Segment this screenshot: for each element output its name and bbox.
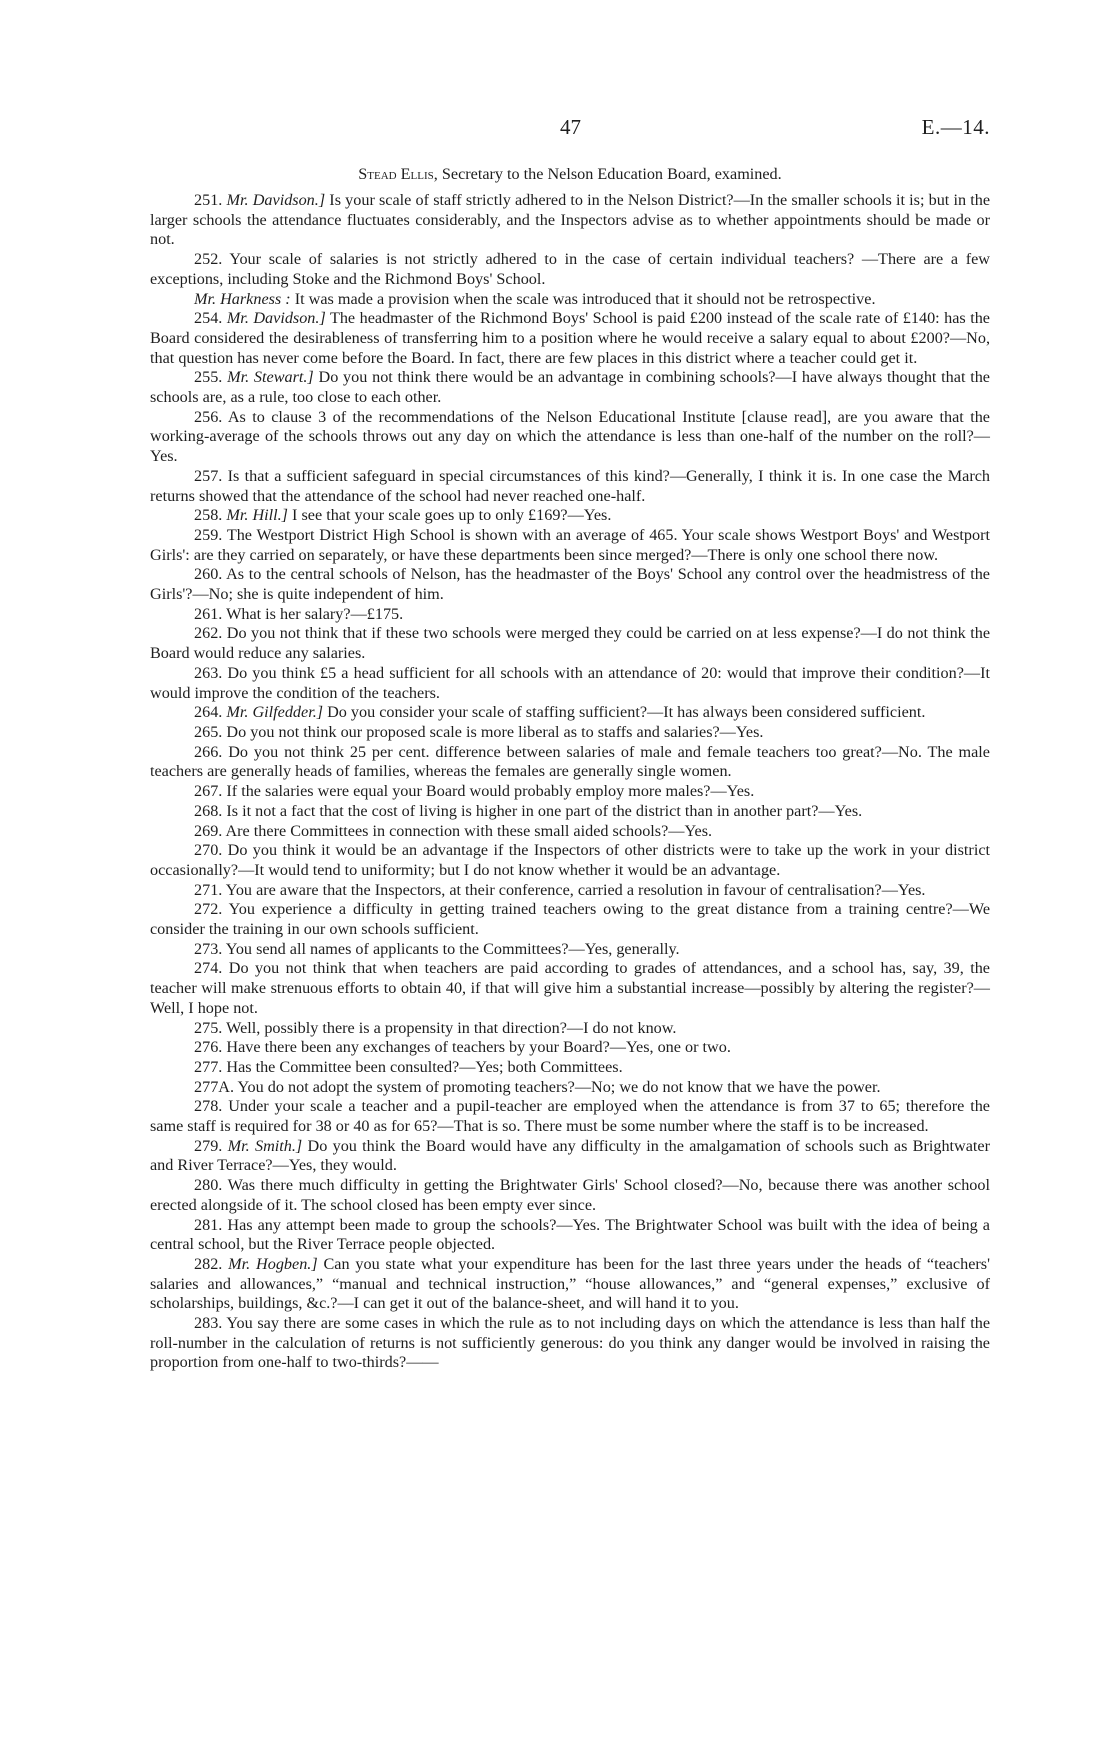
testimony-paragraph (150, 822, 990, 842)
paragraph-text: You send all names of applicants to the Committees?—Yes, generally. (222, 939, 680, 958)
paragraph-text: Is your scale of staff strictly adhered to in the Nelson District?—In the smaller schools it is; but in the larger schools the attendance fluctuates considerably, and the Inspectors advise as to whether appointments should be made or not. (150, 191, 991, 249)
paragraph-text: Do you not think that if these two schools were merged they could be carried on at less expense?—I do not think the Board would reduce any salaries. (150, 624, 990, 663)
question-number: 272. (194, 900, 223, 919)
question-number: 270. (194, 841, 223, 860)
testimony-paragraph (150, 1058, 990, 1078)
question-number: 276. (194, 1038, 223, 1057)
testimony-paragraph (150, 743, 990, 782)
testimony-paragraph (150, 1216, 990, 1255)
testimony-paragraph (150, 900, 990, 939)
paragraph-text: Do you not think 25 per cent. difference between salaries of male and female teachers too great?—No. The male teachers are generally heads of families, whereas the females are generally single women. (150, 742, 990, 781)
testimony-paragraph (150, 1255, 990, 1314)
paragraph-text: If the salaries were equal your Board would probably employ more males?—Yes. (222, 782, 755, 801)
question-number: 266. (194, 742, 223, 761)
paragraph-text: Do you not think that when teachers are paid according to grades of attendances, and a school has, say, 39, the teacher will make strenuous efforts to obtain 40, if that will give him a substantial increase—possibly by altering the register?—Well, I hope not. (150, 959, 990, 1017)
question-number: 258. (194, 506, 223, 525)
speaker-name: Mr. Harkness : (194, 289, 291, 308)
testimony-paragraph (150, 1176, 990, 1215)
question-number: 264. (194, 703, 223, 722)
paragraph-text: Do you consider your scale of staffing sufficient?—It has always been considered sufficient. (323, 703, 926, 722)
question-number: 261. (194, 604, 223, 623)
testimony-paragraph (150, 408, 990, 467)
testimony-paragraph (150, 1019, 990, 1039)
question-number: 273. (194, 939, 223, 958)
question-number: 280. (194, 1176, 223, 1195)
question-number: 252. (194, 250, 223, 269)
speaker-name: Mr. Gilfedder.] (226, 703, 324, 722)
testimony-paragraph (150, 782, 990, 802)
paragraph-text: Do you think £5 a head sufficient for all schools with an attendance of 20: would that improve their condition?—It would improve the condition of the teachers. (150, 663, 990, 702)
question-number: 254. (194, 309, 223, 328)
paragraph-text: As to the central schools of Nelson, has the headmaster of the Boys' School any control over the headmistress of the Girls'?—No; she is quite independent of him. (150, 565, 990, 604)
testimony-paragraph (150, 1078, 990, 1098)
testimony-paragraph (150, 802, 990, 822)
paragraph-text: It was made a provision when the scale was introduced that it should not be retrospective. (290, 289, 876, 308)
question-number: 263. (194, 663, 223, 682)
testimony-paragraph (150, 703, 990, 723)
paragraph-text: You do not adopt the system of promoting teachers?—No; we do not know that we have the power. (234, 1077, 881, 1096)
testimony-paragraph (150, 506, 990, 526)
question-number: 260. (194, 565, 223, 584)
paragraph-text: You are aware that the Inspectors, at their conference, carried a resolution in favour of centralisation?—Yes. (222, 880, 926, 899)
paragraph-text: Can you state what your expenditure has been for the last three years under the heads of “teachers' salaries and allowances,” “manual and technical instruction,” “house allowances,” and “general expenses,” exclusive of scholarships, buildings, &c.?—I can get it out of the balance-sheet, and will hand it to you. (150, 1254, 991, 1313)
paragraph-text: Have there been any exchanges of teachers by your Board?—Yes, one or two. (222, 1038, 731, 1057)
question-number: 265. (194, 722, 223, 741)
testimony-paragraph (150, 368, 990, 407)
paragraph-text: You say there are some cases in which the rule as to not including days on which the attendance is less than half the roll-number in the calculation of returns is not sufficiently generous: do you think any danger would be involved in raising the proportion from one-half to two-thirds?—— (150, 1314, 990, 1372)
paragraph-text: Do you not think there would be an advantage in combining schools?—I have always thought that the schools are, as a rule, too close to each other. (150, 368, 990, 407)
paragraph-text: Do you think the Board would have any difficulty in the amalgamation of schools such as Brightwater and River Terrace?—Yes, they would. (150, 1136, 990, 1175)
speaker-name: Mr. Hogben.] (228, 1254, 318, 1273)
testimony-paragraph (150, 290, 990, 310)
paragraph-text: The Westport District High School is shown with an average of 465. Your scale shows Westport Boys' and Westport Girls': are they carried on separately, or have these departments been since merged?—There is only one school there now. (150, 525, 990, 564)
testimony-paragraph (150, 250, 990, 289)
question-number: 257. (194, 466, 223, 485)
paragraph-text: Under your scale a teacher and a pupil-teacher are employed when the attendance is from 37 to 65; therefore the same staff is required for 38 or 40 as for 65?—That is so. There must be some number where the staff is to be increased. (150, 1097, 990, 1136)
paragraph-text: Is it not a fact that the cost of living is higher in one part of the district than in another part?—Yes. (222, 801, 863, 820)
paragraph-text: What is her salary?—£175. (222, 604, 404, 623)
testimony-paragraph (150, 526, 990, 565)
page-number: 47 (560, 115, 581, 139)
testimony-paragraph (150, 1314, 990, 1373)
question-number: 251. (194, 191, 223, 209)
testimony-paragraph (150, 605, 990, 625)
page-header (150, 115, 990, 145)
question-number: 283. (194, 1314, 223, 1333)
testimony-body (150, 191, 990, 1373)
paragraph-text: Well, possibly there is a propensity in that direction?—I do not know. (222, 1018, 677, 1037)
testimony-paragraph (150, 664, 990, 703)
question-number: 277. (194, 1057, 223, 1076)
witness-heading (150, 165, 990, 184)
witness-role: , Secretary to the Nelson Education Board, examined. (433, 165, 782, 183)
testimony-paragraph (150, 565, 990, 604)
speaker-name: Mr. Davidson.] (226, 191, 326, 209)
paragraph-text: I see that your scale goes up to only £169?—Yes. (288, 506, 612, 525)
witness-name: Stead Ellis (358, 165, 434, 183)
question-number: 281. (194, 1215, 223, 1234)
paragraph-text: Was there much difficulty in getting the Brightwater Girls' School closed?—No, because there was another school erected alongside of it. The school closed has been empty ever since. (150, 1176, 990, 1214)
paragraph-text: Do you think it would be an advantage if the Inspectors of other districts were to take up the work in your district occasionally?—It would tend to uniformity; but I do not know whether it would be an advantage. (150, 841, 990, 879)
question-number: 259. (194, 525, 223, 544)
speaker-name: Mr. Davidson.] (226, 309, 326, 328)
paragraph-text: You experience a difficulty in getting trained teachers owing to the great distance from a training centre?—We consider the training in our own schools sufficient. (150, 900, 990, 939)
testimony-paragraph (150, 723, 990, 743)
testimony-paragraph (150, 841, 990, 880)
question-number: 256. (194, 407, 223, 426)
speaker-name: Mr. Stewart.] (227, 368, 314, 387)
testimony-paragraph (150, 940, 990, 960)
question-number: 267. (194, 782, 223, 801)
testimony-paragraph (150, 959, 990, 1018)
question-number: 271. (194, 880, 223, 899)
paragraph-text: Do you not think our proposed scale is more liberal as to staffs and salaries?—Yes. (222, 722, 764, 741)
paragraph-text: Your scale of salaries is not strictly adhered to in the case of certain individual teachers? —There are a few exceptions, including Stoke and the Richmond Boys' School. (150, 250, 990, 288)
speaker-name: Mr. Smith.] (227, 1136, 303, 1155)
testimony-paragraph (150, 191, 990, 250)
paper-reference: E.—14. (921, 115, 990, 139)
question-number: 277A. (194, 1077, 235, 1096)
question-number: 268. (194, 801, 223, 820)
question-number: 278. (194, 1097, 223, 1116)
testimony-paragraph (150, 467, 990, 506)
question-number: 274. (194, 959, 223, 978)
testimony-paragraph (150, 1137, 990, 1176)
paragraph-text: Has any attempt been made to group the schools?—Yes. The Brightwater School was built with the idea of being a central school, but the River Terrace people objected. (150, 1215, 990, 1254)
question-number: 282. (194, 1254, 223, 1273)
testimony-paragraph (150, 624, 990, 663)
testimony-paragraph (150, 309, 990, 368)
question-number: 275. (194, 1018, 223, 1037)
testimony-paragraph (150, 1097, 990, 1136)
question-number: 279. (194, 1136, 223, 1155)
paragraph-text: As to clause 3 of the recommendations of the Nelson Educational Institute [clause read], are you aware that the working-average of the schools throws out any day on which the attendance is less than one-half of the number on the roll?—Yes. (150, 407, 990, 466)
question-number: 262. (194, 624, 223, 643)
paragraph-text: Is that a sufficient safeguard in special circumstances of this kind?—Generally, I think it is. In one case the March returns showed that the attendance of the school had never reached one-half. (150, 466, 990, 505)
question-number: 255. (194, 368, 223, 387)
testimony-paragraph (150, 881, 990, 901)
question-number: 269. (194, 821, 223, 840)
paragraph-text: The headmaster of the Richmond Boys' School is paid £200 instead of the scale rate of £140: has the Board considered the desirableness of transferring him to a position where he would receive a salary equal to about £200?—No, that question has never come before the Board. In fact, there are few places in this district where a teacher could get it. (150, 309, 990, 367)
paragraph-text: Are there Committees in connection with these small aided schools?—Yes. (222, 821, 713, 840)
testimony-paragraph (150, 1038, 990, 1058)
paragraph-text: Has the Committee been consulted?—Yes; both Committees. (222, 1057, 623, 1076)
speaker-name: Mr. Hill.] (226, 506, 288, 525)
